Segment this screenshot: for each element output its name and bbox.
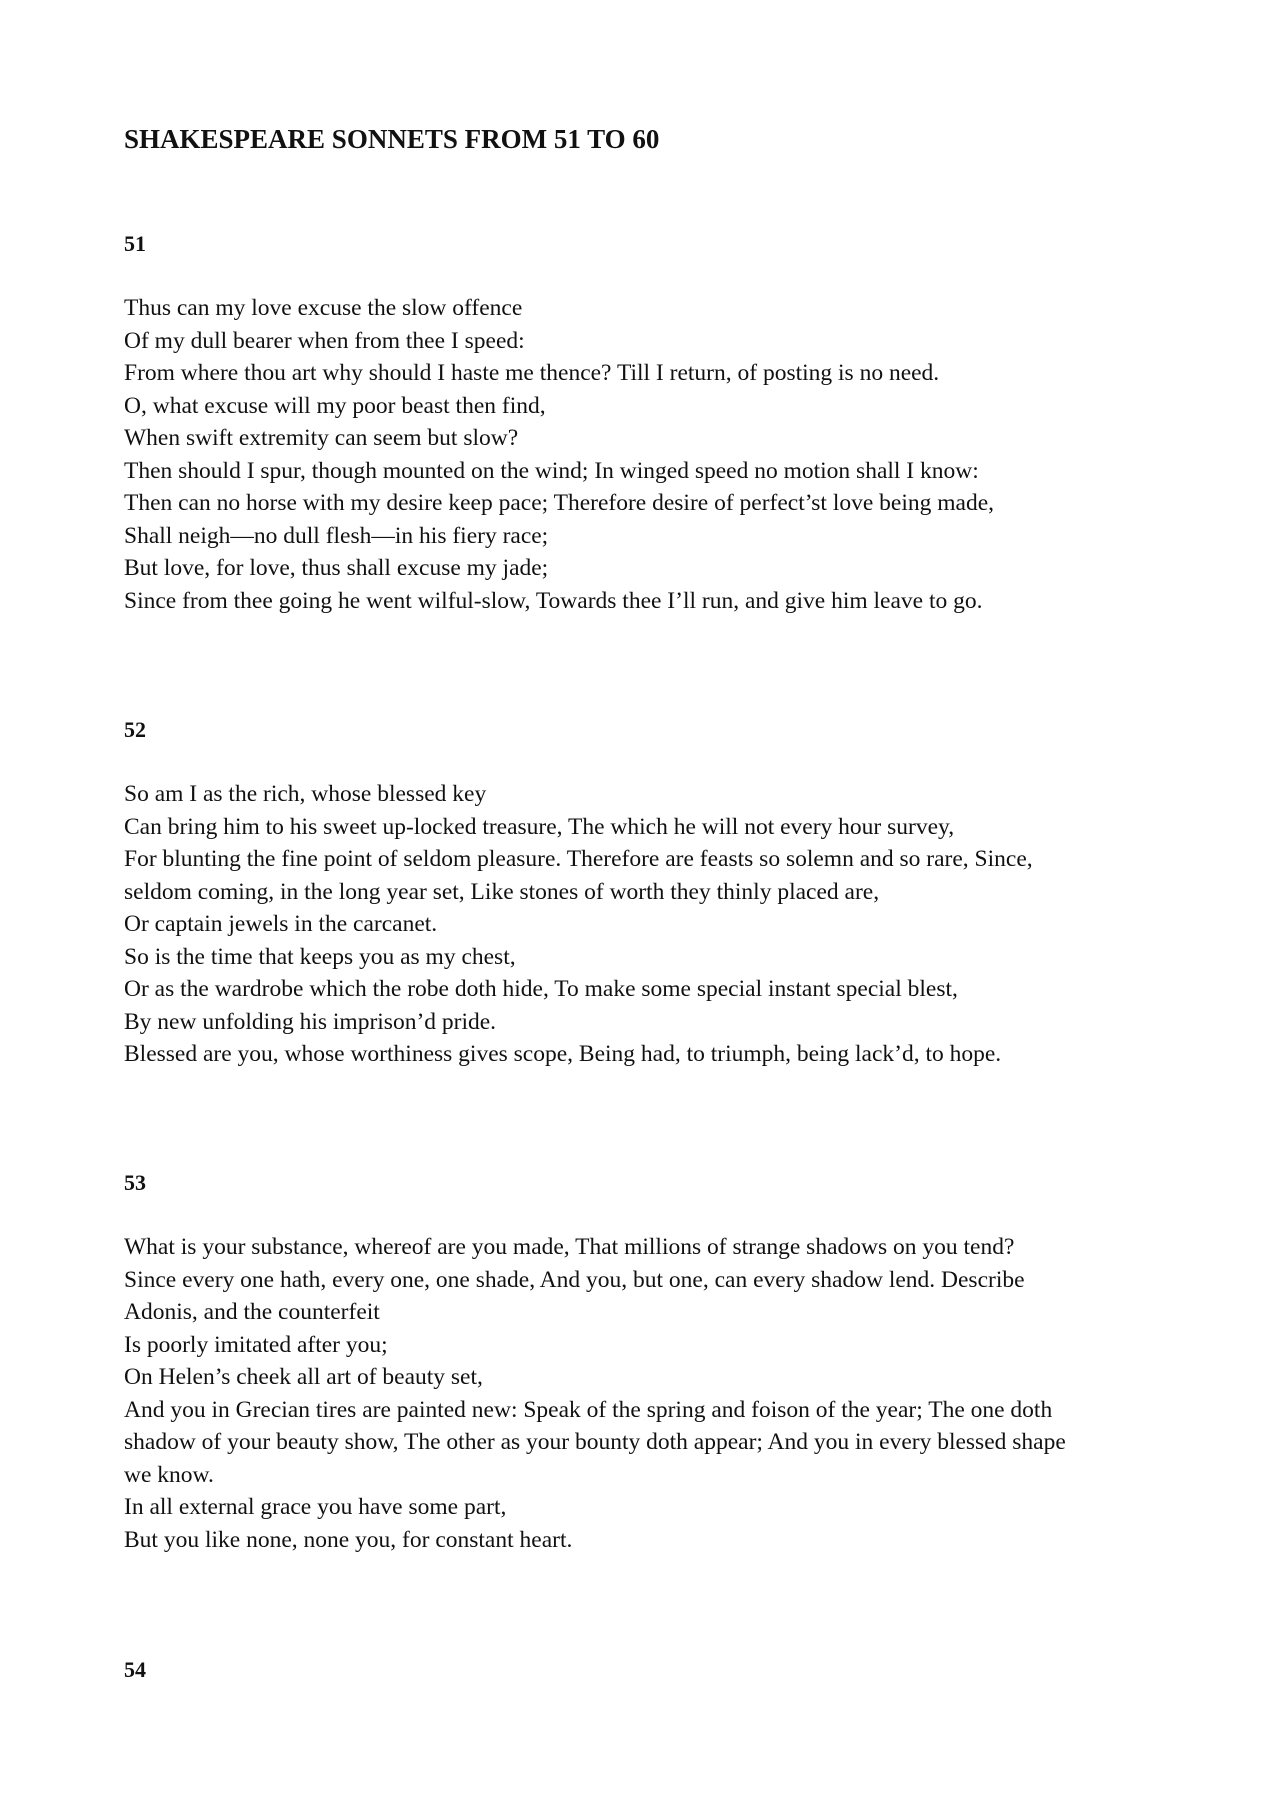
sonnet-line: When swift extremity can seem but slow? (124, 425, 519, 451)
sonnet-body (124, 1231, 1184, 1556)
sonnet-line: So am I as the rich, whose blessed key (124, 781, 487, 807)
sonnet-line: For blunting the fine point of seldom pleasure. Therefore are feasts so solemn and so rare, Since, (124, 846, 1033, 872)
sonnet-body (124, 292, 1184, 617)
sonnet-line: But love, for love, thus shall excuse my jade; (124, 555, 549, 581)
sonnet-line: Blessed are you, whose worthiness gives scope, Being had, to triumph, being lack’d, to hope. (124, 1041, 1002, 1067)
sonnet-line: Then can no horse with my desire keep pace; Therefore desire of perfect’st love being made, (124, 490, 995, 516)
sonnet-line: What is your substance, whereof are you made, That millions of strange shadows on you tend? (124, 1234, 1015, 1260)
sonnet-line: On Helen’s cheek all art of beauty set, (124, 1364, 483, 1390)
sonnet-number: 51 (124, 231, 146, 256)
sonnet-line: shadow of your beauty show, The other as your bounty doth appear; And you in every blessed shape (124, 1429, 1066, 1455)
sonnet-line: Since every one hath, every one, one shade, And you, but one, can every shadow lend. Describe (124, 1266, 1025, 1293)
sonnet-line: Can bring him to his sweet up-locked treasure, The which he will not every hour survey, (124, 813, 955, 840)
sonnet-number: 52 (124, 717, 146, 742)
sonnet-line: Or captain jewels in the carcanet. (124, 911, 438, 937)
sonnet-line: Thus can my love excuse the slow offence (124, 295, 523, 321)
sonnet-body (124, 778, 1184, 1071)
sonnet-line: Then should I spur, though mounted on the wind; In winged speed no motion shall I know: (124, 457, 979, 484)
sonnet-line: Shall neigh—no dull flesh—in his fiery race; (124, 522, 549, 549)
sonnet-line: Or as the wardrobe which the robe doth hide, To make some special instant special blest, (124, 976, 958, 1002)
sonnet-line: Since from thee going he went wilful-slow, Towards thee I’ll run, and give him leave to go. (124, 587, 983, 614)
sonnet-line: By new unfolding his imprison’d pride. (124, 1008, 497, 1035)
sonnet-number: 54 (124, 1657, 146, 1682)
sonnet-number: 53 (124, 1170, 146, 1195)
sonnet-line: O, what excuse will my poor beast then find, (124, 392, 546, 419)
sonnet-line: From where thou art why should I haste me thence? Till I return, of posting is no need. (124, 360, 940, 386)
sonnet-line: So is the time that keeps you as my chest, (124, 943, 516, 970)
sonnet-line: But you like none, none you, for constant heart. (124, 1526, 573, 1553)
page-title: SHAKESPEARE SONNETS FROM 51 TO 60 (124, 124, 660, 154)
sonnet-line: And you in Grecian tires are painted new: Speak of the spring and foison of the year; The one doth (124, 1396, 1053, 1423)
sonnet-line: we know. (124, 1461, 214, 1488)
sonnet-line: seldom coming, in the long year set, Like stones of worth they thinly placed are, (124, 878, 880, 905)
sonnet-line: Of my dull bearer when from thee I speed: (124, 327, 525, 354)
sonnet-line: Is poorly imitated after you; (124, 1331, 388, 1358)
sonnet-line: In all external grace you have some part, (124, 1494, 507, 1520)
sonnet-line: Adonis, and the counterfeit (124, 1299, 380, 1325)
